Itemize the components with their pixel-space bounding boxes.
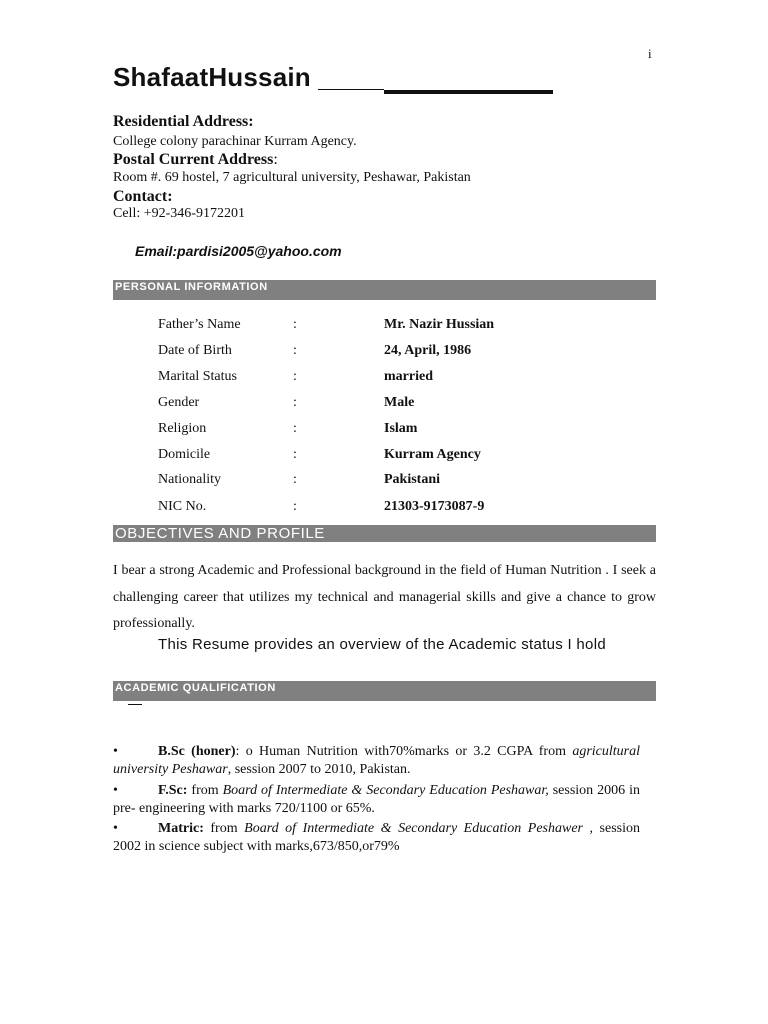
- personal-info-separator: :: [293, 421, 297, 436]
- personal-info-separator: :: [293, 343, 297, 358]
- name-underline-thin: [318, 89, 384, 90]
- email-address[interactable]: Email:pardisi2005@yahoo.com: [135, 243, 342, 259]
- personal-info-row: [158, 472, 658, 492]
- personal-info-row: [158, 395, 658, 415]
- education-bullet: •: [113, 783, 118, 798]
- personal-info-key: Marital Status: [158, 369, 237, 384]
- personal-info-row: [158, 343, 658, 363]
- education-item: [113, 743, 640, 779]
- education-institution: Board of Intermediate & Secondary Education Peshawar,: [222, 783, 549, 798]
- personal-info-row: [158, 317, 658, 337]
- education-details: session 2006 in pre- engineering with marks 720/1100 or 65%.: [113, 783, 641, 816]
- section-academic-qualification: [113, 681, 656, 701]
- section-objectives: [113, 525, 656, 542]
- personal-info-key: Nationality: [158, 472, 221, 487]
- residential-address-label: Residential Address:: [113, 113, 254, 130]
- personal-info-key: NIC No.: [158, 499, 207, 514]
- section-objectives-title: OBJECTIVES AND PROFILE: [115, 525, 325, 542]
- personal-info-value: Kurram Agency: [384, 447, 481, 462]
- postal-address-colon: :: [273, 151, 278, 168]
- education-text: : o Human Nutrition with70%marks or 3.2 CGPA from: [235, 744, 573, 759]
- personal-info-separator: :: [293, 499, 297, 514]
- education-item: [113, 820, 640, 856]
- objective-paragraph: I bear a strong Academic and Professional background in the field of Human Nutrition . I seek a challenging career that utilizes my technical and managerial skills and give a chance to grow professionally.: [113, 563, 656, 631]
- personal-info-value: 24, April, 1986: [384, 343, 472, 358]
- education-text: from: [203, 821, 245, 836]
- education-degree: B.Sc (honer): [158, 744, 236, 759]
- section-personal-information: [113, 280, 656, 300]
- personal-info-value: 21303-9173087-9: [384, 499, 485, 514]
- section-academic-qualification-title: ACADEMIC QUALIFICATION: [115, 682, 276, 694]
- personal-info-value: Islam: [384, 421, 418, 436]
- personal-info-key: Domicile: [158, 447, 211, 462]
- personal-info-separator: :: [293, 369, 297, 384]
- postal-address-label: [113, 151, 278, 169]
- contact-label: Contact:: [113, 188, 173, 205]
- personal-info-key: Date of Birth: [158, 343, 232, 358]
- personal-info-value: Mr. Nazir Hussian: [384, 317, 495, 332]
- personal-info-row: [158, 369, 658, 389]
- page-number: i: [648, 46, 652, 61]
- education-bullet: •: [113, 821, 118, 836]
- education-institution: Board of Intermediate & Secondary Education Peshawer: [244, 821, 583, 836]
- name-underline-thick: [384, 90, 553, 94]
- education-degree: Matric:: [158, 821, 204, 836]
- overview-line: This Resume provides an overview of the Academic status I hold: [158, 636, 606, 653]
- education-details: , session 2007 to 2010, Pakistan.: [227, 762, 411, 777]
- personal-info-separator: :: [293, 472, 297, 487]
- education-degree: F.Sc:: [158, 783, 188, 798]
- personal-info-key: Gender: [158, 395, 200, 410]
- education-text: from: [187, 783, 223, 798]
- postal-address-value: Room #. 69 hostel, 7 agricultural university, Peshawar, Pakistan: [113, 170, 471, 185]
- personal-info-row: [158, 421, 658, 441]
- cell-number: Cell: +92-346-9172201: [113, 206, 245, 221]
- personal-info-row: [158, 447, 658, 467]
- education-details: , session 2002 in science subject with marks,673/850,or79%: [113, 821, 640, 854]
- personal-info-separator: :: [293, 317, 297, 332]
- education-bullet: •: [113, 744, 118, 759]
- education-item: [113, 782, 640, 818]
- personal-info-row: [158, 499, 658, 519]
- section-personal-information-title: PERSONAL INFORMATION: [115, 281, 268, 293]
- personal-info-key: Religion: [158, 421, 207, 436]
- personal-info-value: Male: [384, 395, 415, 410]
- personal-info-separator: :: [293, 395, 297, 410]
- personal-info-separator: :: [293, 447, 297, 462]
- personal-info-value: Pakistani: [384, 472, 441, 487]
- dash-divider: [128, 704, 142, 705]
- candidate-name: ShafaatHussain: [113, 62, 311, 92]
- education-institution: agricultural university Peshawar: [113, 744, 640, 777]
- postal-address-label-text: Postal Current Address: [113, 151, 274, 168]
- personal-info-key: Father’s Name: [158, 317, 241, 332]
- residential-address-value: College colony parachinar Kurram Agency.: [113, 134, 357, 149]
- personal-info-value: married: [384, 369, 433, 384]
